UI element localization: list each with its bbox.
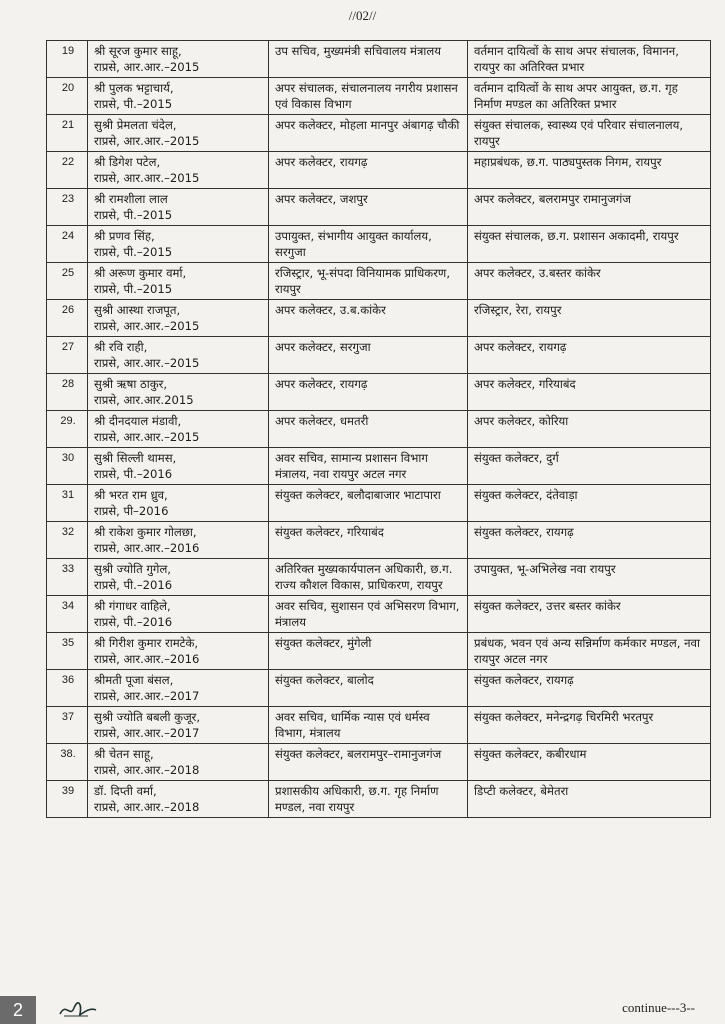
officer-service: राप्रसे, पी.–2016 bbox=[94, 578, 173, 592]
officer-cell bbox=[88, 596, 269, 633]
officer-name: श्री सूरज कुमार साहू, bbox=[94, 44, 182, 58]
serial-number: 35 bbox=[47, 633, 88, 670]
serial-number: 24 bbox=[47, 226, 88, 263]
officer-cell bbox=[88, 300, 269, 337]
serial-number: 29. bbox=[47, 411, 88, 448]
new-posting: अपर कलेक्टर, रायगढ़ bbox=[468, 337, 711, 374]
table-row bbox=[47, 337, 711, 374]
officer-cell bbox=[88, 411, 269, 448]
new-posting: संयुक्त कलेक्टर, रायगढ़ bbox=[468, 522, 711, 559]
officer-service: राप्रसे, आर.आर.–2016 bbox=[94, 541, 200, 555]
officer-name: श्री राकेश कुमार गोलछा, bbox=[94, 525, 197, 539]
new-posting: रजिस्ट्रार, रेरा, रायपुर bbox=[468, 300, 711, 337]
new-posting: संयुक्त संचालक, स्वास्थ्य एवं परिवार संचालनालय, रायपुर bbox=[468, 115, 711, 152]
officer-name: श्री भरत राम ध्रुव, bbox=[94, 488, 168, 502]
table-row bbox=[47, 559, 711, 596]
officer-service: राप्रसे, आर.आर.–2015 bbox=[94, 60, 200, 74]
officer-service: राप्रसे, पी.–2015 bbox=[94, 208, 173, 222]
current-posting: उपायुक्त, संभागीय आयुक्त कार्यालय, सरगुजा bbox=[269, 226, 468, 263]
table-row bbox=[47, 744, 711, 781]
officer-name: श्री चेतन साहू, bbox=[94, 747, 154, 761]
officer-name: सुश्री ज्योति गुगेल, bbox=[94, 562, 171, 576]
new-posting: प्रबंधक, भवन एवं अन्य सन्निर्माण कर्मकार मण्डल, नवा रायपुर अटल नगर bbox=[468, 633, 711, 670]
serial-number: 25 bbox=[47, 263, 88, 300]
officer-name: श्री डिगेश पटेल, bbox=[94, 155, 161, 169]
table-row bbox=[47, 670, 711, 707]
officer-cell bbox=[88, 522, 269, 559]
table-row bbox=[47, 707, 711, 744]
current-posting: संयुक्त कलेक्टर, बालोद bbox=[269, 670, 468, 707]
new-posting: अपर कलेक्टर, कोरिया bbox=[468, 411, 711, 448]
current-posting: संयुक्त कलेक्टर, बलौदाबाजार भाटापारा bbox=[269, 485, 468, 522]
serial-number: 20 bbox=[47, 78, 88, 115]
officer-name: श्री गिरीश कुमार रामटेके, bbox=[94, 636, 199, 650]
new-posting: अपर कलेक्टर, गरियाबंद bbox=[468, 374, 711, 411]
table-row bbox=[47, 189, 711, 226]
serial-number: 31 bbox=[47, 485, 88, 522]
officer-name: सुश्री ऋषा ठाकुर, bbox=[94, 377, 168, 391]
current-posting: अपर कलेक्टर, सरगुजा bbox=[269, 337, 468, 374]
new-posting: संयुक्त कलेक्टर, दुर्ग bbox=[468, 448, 711, 485]
new-posting: उपायुक्त, भू-अभिलेख नवा रायपुर bbox=[468, 559, 711, 596]
new-posting: संयुक्त कलेक्टर, मनेन्द्रगढ़ चिरमिरी भरतपुर bbox=[468, 707, 711, 744]
serial-number: 36 bbox=[47, 670, 88, 707]
officer-service: राप्रसे, आर.आर.–2017 bbox=[94, 726, 200, 740]
table-row bbox=[47, 596, 711, 633]
officer-cell bbox=[88, 448, 269, 485]
serial-number: 33 bbox=[47, 559, 88, 596]
serial-number: 28 bbox=[47, 374, 88, 411]
officer-name: श्री अरूण कुमार वर्मा, bbox=[94, 266, 187, 280]
officer-name: सुश्री प्रेमलता चंदेल, bbox=[94, 118, 177, 132]
serial-number: 37 bbox=[47, 707, 88, 744]
officer-cell bbox=[88, 263, 269, 300]
officer-name: श्री पुलक भट्टाचार्य, bbox=[94, 81, 174, 95]
officer-service: राप्रसे, आर.आर.–2015 bbox=[94, 356, 200, 370]
table-row bbox=[47, 411, 711, 448]
table-row bbox=[47, 41, 711, 78]
new-posting: अपर कलेक्टर, बलरामपुर रामानुजगंज bbox=[468, 189, 711, 226]
officer-service: राप्रसे, पी.–2015 bbox=[94, 282, 173, 296]
serial-number: 39 bbox=[47, 781, 88, 818]
current-posting: अपर कलेक्टर, उ.ब.कांकेर bbox=[269, 300, 468, 337]
serial-number: 22 bbox=[47, 152, 88, 189]
officer-cell bbox=[88, 41, 269, 78]
current-posting: अपर कलेक्टर, जशपुर bbox=[269, 189, 468, 226]
officer-service: राप्रसे, आर.आर.–2015 bbox=[94, 171, 200, 185]
current-posting: अपर कलेक्टर, धमतरी bbox=[269, 411, 468, 448]
current-posting: अपर कलेक्टर, रायगढ़ bbox=[269, 374, 468, 411]
table-row bbox=[47, 226, 711, 263]
serial-number: 26 bbox=[47, 300, 88, 337]
officer-cell bbox=[88, 374, 269, 411]
officer-service: राप्रसे, आर.आर.–2017 bbox=[94, 689, 200, 703]
officer-name: श्री गंगाधर वाहिले, bbox=[94, 599, 171, 613]
new-posting: संयुक्त कलेक्टर, दंतेवाड़ा bbox=[468, 485, 711, 522]
serial-number: 27 bbox=[47, 337, 88, 374]
current-posting: संयुक्त कलेक्टर, मुंगेली bbox=[269, 633, 468, 670]
serial-number: 30 bbox=[47, 448, 88, 485]
serial-number: 19 bbox=[47, 41, 88, 78]
table-row bbox=[47, 152, 711, 189]
officer-service: राप्रसे, आर.आर.–2015 bbox=[94, 430, 200, 444]
new-posting: संयुक्त कलेक्टर, रायगढ़ bbox=[468, 670, 711, 707]
officer-name: सुश्री ज्योति बबली कुजूर, bbox=[94, 710, 201, 724]
officer-service: राप्रसे, आर.आर.–2016 bbox=[94, 652, 200, 666]
officer-service: राप्रसे, आर.आर.2015 bbox=[94, 393, 194, 407]
officer-cell bbox=[88, 226, 269, 263]
serial-number: 34 bbox=[47, 596, 88, 633]
officer-cell bbox=[88, 485, 269, 522]
table-row bbox=[47, 633, 711, 670]
officer-service: राप्रसे, आर.आर.–2018 bbox=[94, 800, 200, 814]
table-row bbox=[47, 448, 711, 485]
officer-cell bbox=[88, 189, 269, 226]
table-row bbox=[47, 374, 711, 411]
serial-number: 21 bbox=[47, 115, 88, 152]
officer-name: श्री दीनदयाल मंडावी, bbox=[94, 414, 182, 428]
officer-name: श्री प्रणव सिंह, bbox=[94, 229, 155, 243]
new-posting: महाप्रबंधक, छ.ग. पाठ्यपुस्तक निगम, रायपुर bbox=[468, 152, 711, 189]
current-posting: उप सचिव, मुख्यमंत्री सचिवालय मंत्रालय bbox=[269, 41, 468, 78]
officer-cell bbox=[88, 152, 269, 189]
table-row bbox=[47, 78, 711, 115]
table-row bbox=[47, 522, 711, 559]
serial-number: 32 bbox=[47, 522, 88, 559]
officer-service: राप्रसे, पी.–2016 bbox=[94, 467, 173, 481]
current-posting: रजिस्ट्रार, भू-संपदा विनियामक प्राधिकरण, रायपुर bbox=[269, 263, 468, 300]
table-row bbox=[47, 115, 711, 152]
officer-cell bbox=[88, 78, 269, 115]
new-posting: संयुक्त कलेक्टर, उत्तर बस्तर कांकेर bbox=[468, 596, 711, 633]
new-posting: संयुक्त कलेक्टर, कबीरधाम bbox=[468, 744, 711, 781]
serial-number: 38. bbox=[47, 744, 88, 781]
officer-cell bbox=[88, 744, 269, 781]
officer-service: राप्रसे, आर.आर.–2015 bbox=[94, 319, 200, 333]
officer-cell bbox=[88, 559, 269, 596]
current-posting: अतिरिक्त मुख्यकार्यपालन अधिकारी, छ.ग. राज्य कौशल विकास, प्राधिकरण, रायपुर bbox=[269, 559, 468, 596]
table-row bbox=[47, 485, 711, 522]
current-posting: अपर कलेक्टर, मोहला मानपुर अंबागढ़ चौकी bbox=[269, 115, 468, 152]
current-posting: अवर सचिव, धार्मिक न्यास एवं धर्मस्व विभाग, मंत्रालय bbox=[269, 707, 468, 744]
new-posting: अपर कलेक्टर, उ.बस्तर कांकेर bbox=[468, 263, 711, 300]
officer-name: श्री रामशीला लाल bbox=[94, 192, 168, 206]
continue-note: continue---3-- bbox=[622, 1000, 695, 1015]
officer-cell bbox=[88, 707, 269, 744]
table-row bbox=[47, 781, 711, 818]
officer-service: राप्रसे, आर.आर.–2015 bbox=[94, 134, 200, 148]
officer-name: सुश्री सिल्ली थामस, bbox=[94, 451, 177, 465]
officer-cell bbox=[88, 781, 269, 818]
new-posting: वर्तमान दायित्वों के साथ अपर संचालक, विमानन, रायपुर का अतिरिक्त प्रभार bbox=[468, 41, 711, 78]
transfer-table bbox=[46, 40, 711, 818]
table-row bbox=[47, 263, 711, 300]
signature-mark bbox=[58, 1000, 98, 1020]
officer-service: राप्रसे, पी–2016 bbox=[94, 504, 169, 518]
serial-number: 23 bbox=[47, 189, 88, 226]
officer-name: श्रीमती पूजा बंसल, bbox=[94, 673, 174, 687]
officer-service: राप्रसे, पी.–2015 bbox=[94, 97, 173, 111]
new-posting: संयुक्त संचालक, छ.ग. प्रशासन अकादमी, रायपुर bbox=[468, 226, 711, 263]
current-posting: अपर संचालक, संचालनालय नगरीय प्रशासन एवं विकास विभाग bbox=[269, 78, 468, 115]
table-row bbox=[47, 300, 711, 337]
officer-service: राप्रसे, पी.–2015 bbox=[94, 245, 173, 259]
current-posting: संयुक्त कलेक्टर, गरियाबंद bbox=[269, 522, 468, 559]
screen-page-indicator: 2 bbox=[0, 996, 36, 1024]
officer-cell bbox=[88, 115, 269, 152]
current-posting: अवर सचिव, सुशासन एवं अभिसरण विभाग, मंत्रालय bbox=[269, 596, 468, 633]
page-number: //02// bbox=[348, 8, 377, 23]
officer-cell bbox=[88, 670, 269, 707]
current-posting: अपर कलेक्टर, रायगढ़ bbox=[269, 152, 468, 189]
officer-name: श्री रवि राही, bbox=[94, 340, 148, 354]
officer-service: राप्रसे, पी.–2016 bbox=[94, 615, 173, 629]
current-posting: प्रशासकीय अधिकारी, छ.ग. गृह निर्माण मण्डल, नवा रायपुर bbox=[269, 781, 468, 818]
officer-cell bbox=[88, 337, 269, 374]
new-posting: डिप्टी कलेक्टर, बेमेतरा bbox=[468, 781, 711, 818]
officer-name: डॉ. दिप्ती वर्मा, bbox=[94, 784, 157, 798]
new-posting: वर्तमान दायित्वों के साथ अपर आयुक्त, छ.ग. गृह निर्माण मण्डल का अतिरिक्त प्रभार bbox=[468, 78, 711, 115]
current-posting: संयुक्त कलेक्टर, बलरामपुर–रामानुजगंज bbox=[269, 744, 468, 781]
officer-name: सुश्री आस्था राजपूत, bbox=[94, 303, 181, 317]
officer-service: राप्रसे, आर.आर.–2018 bbox=[94, 763, 200, 777]
current-posting: अवर सचिव, सामान्य प्रशासन विभाग मंत्रालय, नवा रायपुर अटल नगर bbox=[269, 448, 468, 485]
officer-cell bbox=[88, 633, 269, 670]
